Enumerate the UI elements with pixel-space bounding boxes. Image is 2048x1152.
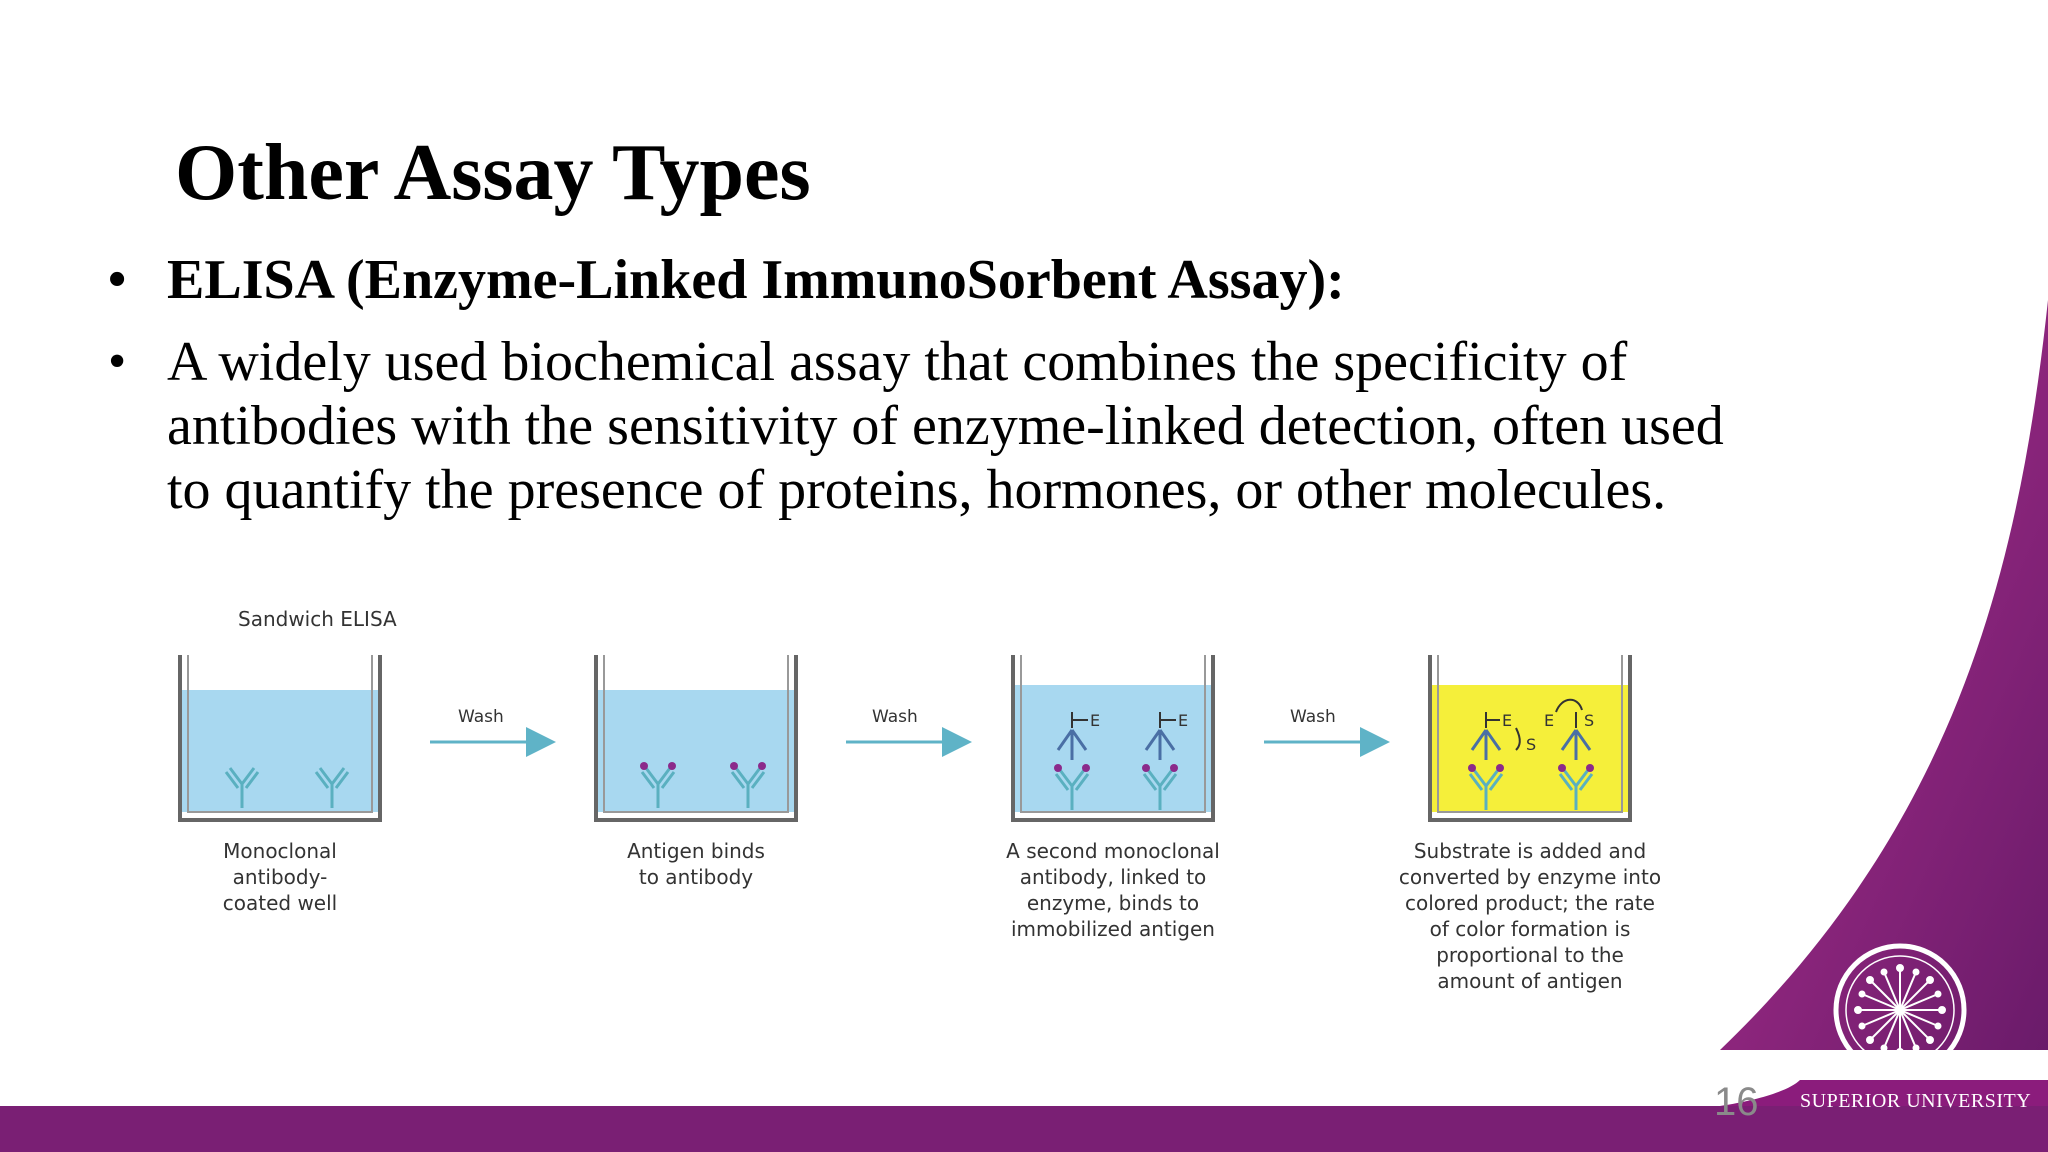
svg-text:of color formation is: of color formation is [1429,917,1631,941]
svg-text:proportional to the: proportional to the [1436,943,1624,967]
svg-text:antibody-: antibody- [232,865,328,889]
svg-text:antibody, linked to: antibody, linked to [1019,865,1207,889]
bullet-item [108,330,1748,522]
svg-text:Antigen binds: Antigen binds [627,839,765,863]
svg-text:Monoclonal: Monoclonal [223,839,337,863]
well-3 [1013,655,1213,820]
svg-text:A second monoclonal: A second monoclonal [1006,839,1220,863]
university-name: SUPERIOR UNIVERSITY [1800,1090,2032,1112]
enzyme-label: E [1544,711,1555,730]
substrate-label: S [1526,735,1537,754]
caption-2 [627,839,765,889]
page-number: 16 [1714,1080,1759,1124]
svg-text:amount of antigen: amount of antigen [1437,969,1623,993]
bullet-list [108,248,1748,540]
wash-label: Wash [1290,707,1336,727]
caption-3 [1006,839,1220,941]
svg-text:Substrate is added and: Substrate is added and [1413,839,1647,863]
svg-text:coated well: coated well [222,891,338,915]
substrate-label: S [1584,711,1595,730]
diagram-title: Sandwich ELISA [238,607,397,631]
enzyme-label: E [1178,711,1189,730]
elisa-diagram [160,600,1720,1020]
svg-text:colored product; the rate: colored product; the rate [1405,891,1655,915]
svg-text:to antibody: to antibody [638,865,754,889]
bullet-dot: • [108,251,127,308]
bullet-text: ELISA (Enzyme-Linked ImmunoSorbent Assay): [167,249,1345,311]
well-2 [596,655,796,820]
well-1 [180,655,380,820]
well-4 [1430,655,1630,820]
enzyme-label: E [1090,711,1101,730]
bullet-item [108,248,1748,312]
bullet-dot: • [108,333,127,390]
slide-title: Other Assay Types [175,129,811,217]
wash-label: Wash [458,707,504,727]
purple-swoosh [1720,300,2048,1050]
caption-4 [1399,839,1661,993]
svg-text:converted by enzyme into: converted by enzyme into [1398,865,1662,889]
enzyme-label: E [1502,711,1513,730]
university-logo-icon [1830,940,1970,1080]
svg-text:immobilized antigen: immobilized antigen [1011,917,1215,941]
bullet-text: A widely used biochemical assay that combines the specificity of antibodies with the sensitivity of enzyme-linked detection, often used to quantify the presence of proteins, hormones, or other molecules. [167,331,1724,521]
caption-1 [223,839,337,915]
wash-label: Wash [872,707,918,727]
svg-text:enzyme, binds to: enzyme, binds to [1026,891,1200,915]
